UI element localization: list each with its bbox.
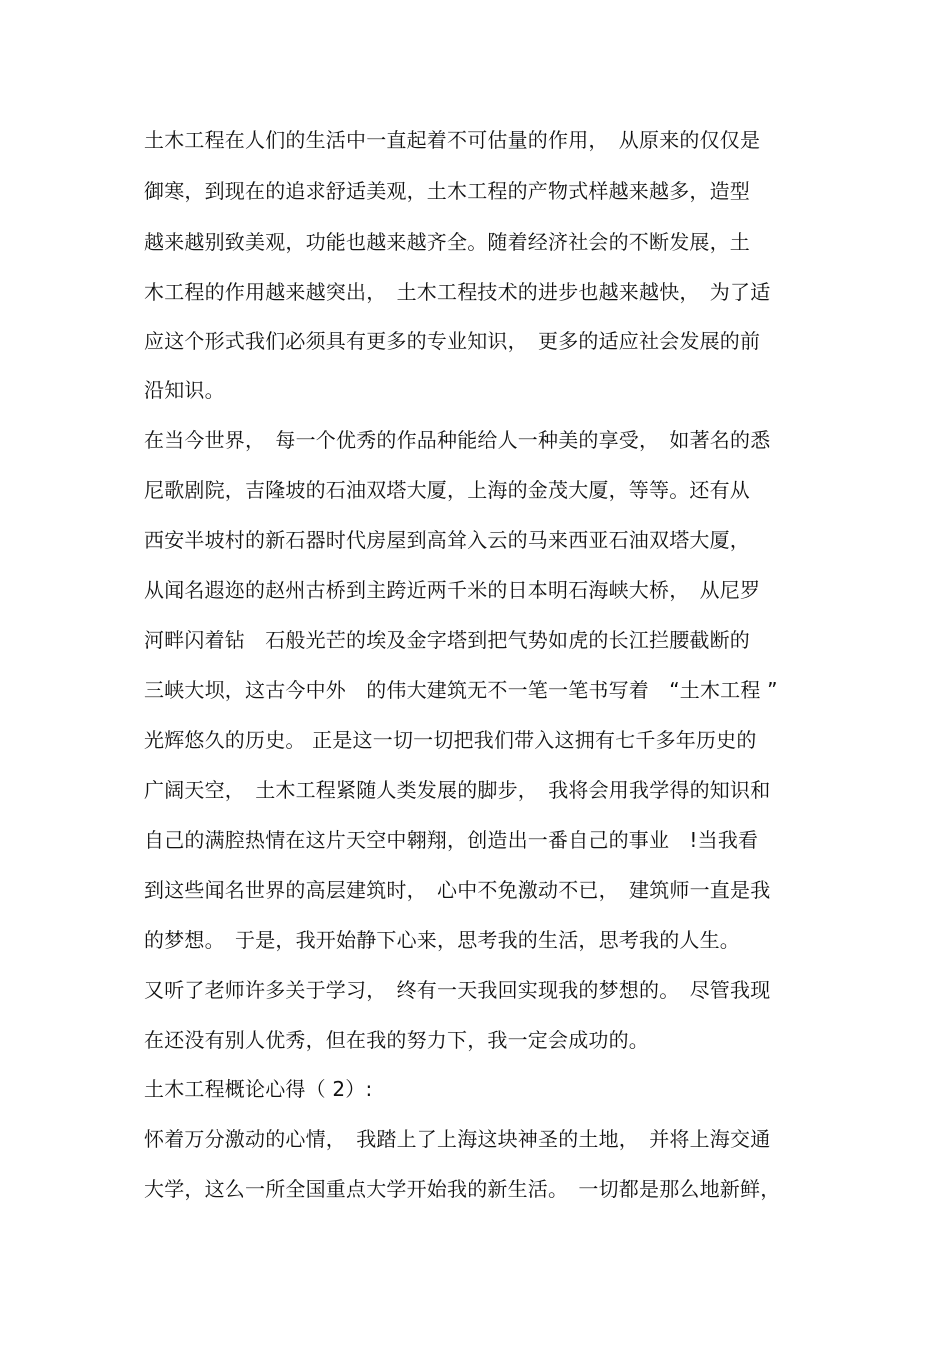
text-line: 三峡大坝，这古今中外 的伟大建筑无不一笔一笔书写着 “土木工程 ” [144,678,778,702]
section-heading: 土木工程概论心得（ 2）: [144,1077,373,1101]
text-line: 应这个形式我们必须具有更多的专业知识， 更多的适应社会发展的前 [144,329,761,353]
text-line: 尼歌剧院，吉隆坡的石油双塔大厦，上海的金茂大厦，等等。还有从 [144,478,750,502]
text-line: 土木工程在人们的生活中一直起着不可估量的作用， 从原来的仅仅是 [144,128,761,152]
text-line: 河畔闪着钻 石般光芒的埃及金字塔到把气势如虎的长江拦腰截断的 [144,628,750,652]
text-line: 又听了老师许多关于学习， 终有一天我回实现我的梦想的。 尽管我现 [144,978,771,1002]
text-line: 在当今世界， 每一个优秀的作品种能给人一种美的享受， 如著名的悉 [144,428,771,452]
text-line: 木工程的作用越来越突出， 土木工程技术的进步也越来越快， 为了适 [144,280,771,304]
text-line: 御寒，到现在的追求舒适美观，土木工程的产物式样越来越多，造型 [144,179,750,203]
text-line: 自己的满腔热情在这片天空中翱翔，创造出一番自己的事业 !当我看 [144,828,759,852]
text-line: 沿知识。 [144,378,225,402]
text-line: 广阔天空， 土木工程紧随人类发展的脚步， 我将会用我学得的知识和 [144,778,771,802]
text-line: 从闻名遐迩的赵州古桥到主跨近两千米的日本明石海峡大桥， 从尼罗 [144,578,761,602]
text-line: 光辉悠久的历史。 正是这一切一切把我们带入这拥有七千多年历史的 [144,728,757,752]
text-line: 越来越别致美观，功能也越来越齐全。随着经济社会的不断发展，土 [144,230,750,254]
text-line: 在还没有别人优秀，但在我的努力下，我一定会成功的。 [144,1028,649,1052]
text-line: 怀着万分激动的心情， 我踏上了上海这块神圣的土地， 并将上海交通 [144,1127,771,1151]
text-line: 到这些闻名世界的高层建筑时， 心中不免激动不已， 建筑师一直是我 [144,878,771,902]
text-line: 大学，这么一所全国重点大学开始我的新生活。 一切都是那么地新鲜， [144,1177,781,1201]
text-line: 西安半坡村的新石器时代房屋到高耸入云的马来西亚石油双塔大厦， [144,528,750,552]
text-line: 的梦想。 于是，我开始静下心来，思考我的生活，思考我的人生。 [144,928,740,952]
